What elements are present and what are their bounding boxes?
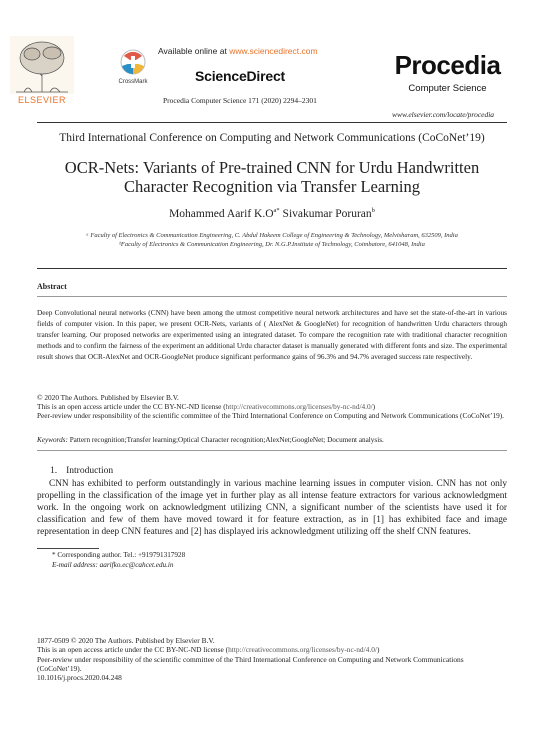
journal-header <box>0 0 544 125</box>
paper-title <box>40 158 504 196</box>
abstract-heading: Abstract <box>37 282 67 291</box>
corresponding-author-footnote: * Corresponding author. Tel.: +919791317928 <box>52 551 186 559</box>
header-divider <box>37 122 507 123</box>
copyright-line-1: © 2020 The Authors. Published by Elsevier B.V. <box>37 393 179 402</box>
abstract-top-divider <box>37 268 507 269</box>
keywords-text: Pattern recognition;Transfer learning;Optical Character recognition;AlexNet;GoogleNet; Document analysis. <box>67 436 384 444</box>
copyright-block <box>37 393 507 421</box>
available-online <box>158 46 318 56</box>
keywords-label: Keywords: <box>37 436 68 444</box>
license-suffix: ) <box>372 402 376 412</box>
sciencedirect-link[interactable]: www.sciencedirect.com <box>229 46 318 56</box>
keywords <box>37 436 507 444</box>
title-line-2: Character Recognition via Transfer Learning <box>124 177 420 196</box>
abstract-body: Deep Convolutional neural networks (CNN) have been among the utmost competitive neural network architectures and have set the state-of-the-art in various fields of computer vision. In this paper, we present OCR-Nets, variants of ( AlexNet & GoogleNet) for recognition of handwritten Urdu characters through transfer learning. Our proposed networks are experimented using an integrated dataset. To compare the recognition rate with traditional character recognition methods and to confirm the fairness of the experiment an additional Urdu character dataset is manually generated with different fonts and size. The experimental result shows that OCR-AlexNet and OCR-GoogleNet produce significant performance gains of 96.3% and 94.7% averaged success rate respectively. <box>37 308 507 362</box>
journal-reference: Procedia Computer Science 171 (2020) 2294–2301 <box>163 96 317 105</box>
author-1: Mohammed Aarif K.O <box>169 207 274 220</box>
section-number: 1. <box>50 466 58 476</box>
license-link[interactable]: http://creativecommons.org/licenses/by-nc-nd/4.0/ <box>225 402 373 412</box>
elsevier-wordmark: ELSEVIER <box>17 95 67 105</box>
sciencedirect-name: ScienceDirect <box>195 68 286 84</box>
footer-license-suffix: ) <box>376 645 380 655</box>
license-prefix: This is an open access article under the CC BY-NC-ND license ( <box>37 402 226 412</box>
footer-peer-review: Peer-review under responsibility of the scientific committee of the Third International Conference on Computing and Network Communications (CoCoNet’19). <box>37 654 464 673</box>
procedia-logo <box>390 50 505 97</box>
section-heading-introduction <box>50 466 113 476</box>
affiliation-b: ᵇFaculty of Electronics & Communication Engineering, Dr. N.G.P.Institute of Technology, Coimbatore, 641048, India <box>119 241 425 248</box>
email-footnote: E-mail address: aarifko.ec@cahcet.edu.in <box>52 561 174 569</box>
section-title: Introduction <box>66 466 114 476</box>
footer-license-line <box>37 645 507 654</box>
affiliation-a: ᵃ Faculty of Electronics & Communication Engineering, C. Abdul Hakeem College of Engineering & Technology, Melvisharam, 632509, India <box>86 232 458 239</box>
author-2-sup: b <box>371 207 375 214</box>
footer-license-prefix: This is an open access article under the CC BY-NC-ND license ( <box>37 645 229 655</box>
available-prefix: Available online at <box>158 46 227 56</box>
doi-line[interactable]: 10.1016/j.procs.2020.04.248 <box>37 673 122 683</box>
procedia-subtitle: Computer Science <box>408 83 487 94</box>
issn-line: 1877-0509 © 2020 The Authors. Published by Elsevier B.V. <box>37 636 215 645</box>
footer-license-link[interactable]: http://creativecommons.org/licenses/by-nc-nd/4.0/ <box>228 645 377 655</box>
procedia-url[interactable]: www.elsevier.com/locate/procedia <box>392 110 495 119</box>
footer-meta <box>37 636 507 682</box>
author-2: Sivakumar Poruran <box>279 207 372 220</box>
procedia-title: Procedia <box>394 50 501 80</box>
conference-name: Third International Conference on Computing and Network Communications (CoCoNet’19) <box>59 132 485 144</box>
copyright-line-2 <box>37 402 507 411</box>
author-1-sup: a* <box>273 207 280 214</box>
introduction-paragraph: CNN has exhibited to perform outstandingly in various machine learning issues in computer vision. CNN has not only propelling in the classification of the image yet in further play as all intense feature extractors for various acknowledgment work. In the ongoing work on acknowledgment utilizing CNN, a significant number of the scientists have used it for classification and few of them have moved toward it for feature extraction, as in [1] has exhibited face and image representation in deep CNN features and [2] has displayed iris acknowledgment utilizing off the shelf CNN features. <box>37 479 507 538</box>
title-line-1: OCR-Nets: Variants of Pre-trained CNN for Urdu Handwritten <box>64 158 480 177</box>
footnote-divider <box>37 548 99 549</box>
author-list <box>0 207 544 220</box>
crossmark-label: CrossMark <box>118 79 148 85</box>
abstract-heading-divider <box>37 296 507 297</box>
copyright-line-3: Peer-review under responsibility of the scientific committee of the Third International Conference on Computing and Network Communications (CoCoNet’19). <box>37 411 505 421</box>
keywords-divider <box>37 450 507 451</box>
